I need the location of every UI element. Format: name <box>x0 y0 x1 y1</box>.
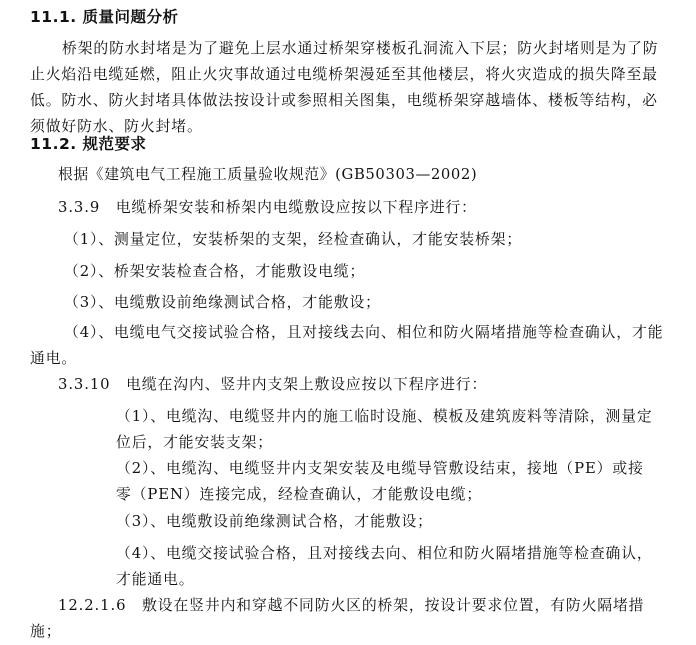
clause-3-3-10-title: 3.3.10 电缆在沟内、竖井内支架上敷设应按以下程序进行： <box>58 376 488 393</box>
clause-3-3-10-item-3: （3）、电缆敷设前绝缘测试合格，才能敷设； <box>116 513 433 530</box>
section-11-2-title: 规范要求 <box>82 135 147 153</box>
section-11-1-heading <box>30 6 179 28</box>
section-11-1-number: 11.1. <box>30 8 77 26</box>
standard-basis-line: 根据《建筑电气工程施工质量验收规范》(GB50303—2002) <box>58 166 478 183</box>
clause-3-3-10-item-4: （4）、电缆交接试验合格，且对接线去向、相位和防火隔堵措施等检查确认，才能通电。 <box>116 545 653 588</box>
section-11-1-title: 质量问题分析 <box>82 8 179 26</box>
clause-3-3-10-item-2: （2）、电缆沟、电缆竖井内支架安装及电缆导管敷设结束，接地（PE）或接零（PEN）连接完成，经检查确认，才能敷设电缆； <box>116 460 644 503</box>
clause-3-3-9-item-3: （3）、电缆敷设前绝缘测试合格，才能敷设； <box>64 294 381 311</box>
clause-3-3-10-item-1: （1）、电缆沟、电缆竖井内的施工临时设施、模板及建筑废料等清除，测量定位后，才能安装支架； <box>116 408 653 451</box>
section-11-1-paragraph: 桥架的防水封堵是为了避免上层水通过桥架穿楼板孔洞流入下层；防火封堵则是为了防止火焰沿电缆延燃，阻止火灾事故通过电缆桥架漫延至其他楼层，将火灾造成的损失降至最低。防水、防火封堵具体做法按设计或参照相关图集，电缆桥架穿越墙体、楼板等结构，必须做好防水、防火封堵。 <box>30 40 659 135</box>
clause-3-3-9-title: 3.3.9 电缆桥架安装和桥架内电缆敷设应按以下程序进行： <box>58 199 477 216</box>
clause-3-3-9-item-2: （2）、桥架安装检查合格，才能敷设电缆； <box>64 263 366 280</box>
clause-3-3-9-item-4: （4）、电缆电气交接试验合格，且对接线去向、相位和防火隔堵措施等检查确认，才能通电。 <box>30 324 664 367</box>
clause-12-2-1-6: 12.2.1.6 敷设在竖井内和穿越不同防火区的桥架，按设计要求位置，有防火隔堵措施； <box>30 597 645 640</box>
clause-3-3-9-item-1: （1）、测量定位，安装桥架的支架，经检查确认，才能安装桥架； <box>64 231 523 248</box>
section-11-2-heading <box>30 133 147 155</box>
section-11-2-number: 11.2. <box>30 135 77 153</box>
